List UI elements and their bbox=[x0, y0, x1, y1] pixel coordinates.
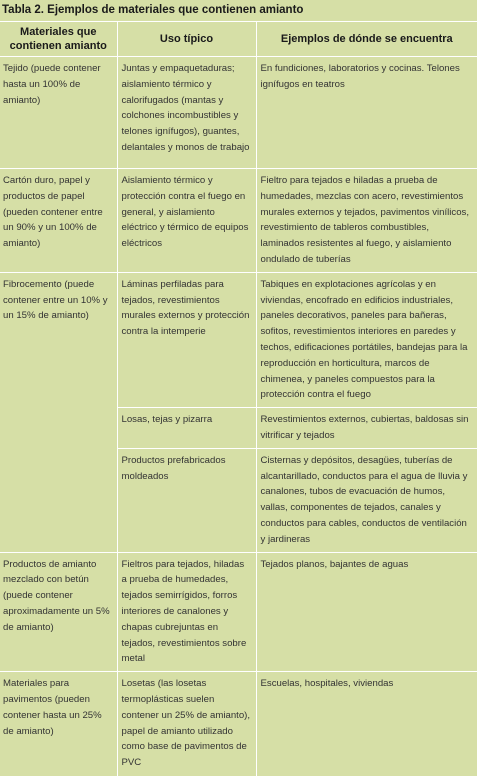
use-cell: Losas, tejas y pizarra bbox=[117, 408, 256, 449]
examples-cell: Cisternas y depósitos, desagües, tuberías de alcantarillado, conductos para el agua de lluvia y canalones, tubos de evacuación de humos, vallas, componentes de tejados, canales y conductos para cables, conductos de ventilación y jardineras bbox=[256, 448, 477, 552]
table-row bbox=[0, 169, 477, 273]
header-examples: Ejemplos de dónde se encuentra bbox=[256, 22, 477, 57]
table-row bbox=[0, 672, 477, 777]
asbestos-materials-table bbox=[0, 22, 477, 777]
examples-cell: Escuelas, hospitales, viviendas bbox=[256, 672, 477, 777]
material-cell: Fibrocemento (puede contener entre un 10% y un 15% de amianto) bbox=[0, 272, 117, 552]
use-cell: Fieltros para tejados, hiladas a prueba de humedades, tejados semirrígidos, forros interiores de canalones y chapas cubrejuntas en tejados, revestimientos sobre metal bbox=[117, 552, 256, 672]
header-materials: Materiales que contienen amianto bbox=[0, 22, 117, 57]
use-cell: Productos prefabricados moldeados bbox=[117, 448, 256, 552]
table-row bbox=[0, 272, 477, 407]
examples-cell: Tejados planos, bajantes de aguas bbox=[256, 552, 477, 672]
table-title: Tabla 2. Ejemplos de materiales que contienen amianto bbox=[0, 0, 477, 22]
table-row bbox=[0, 57, 477, 169]
examples-cell: Revestimientos externos, cubiertas, baldosas sin vitrificar y tejados bbox=[256, 408, 477, 449]
header-use: Uso típico bbox=[117, 22, 256, 57]
material-cell: Tejido (puede contener hasta un 100% de amianto) bbox=[0, 57, 117, 169]
material-cell: Productos de amianto mezclado con betún (puede contener aproximadamente un 5% de amianto) bbox=[0, 552, 117, 672]
examples-cell: En fundiciones, laboratorios y cocinas. Telones ignífugos en teatros bbox=[256, 57, 477, 169]
use-cell: Láminas perfiladas para tejados, revestimientos murales externos y protección contra la intemperie bbox=[117, 272, 256, 407]
use-cell: Losetas (las losetas termoplásticas suelen contener un 25% de amianto), papel de amianto utilizado como base de pavimentos de PVC bbox=[117, 672, 256, 777]
material-cell: Cartón duro, papel y productos de papel (pueden contener entre un 90% y un 100% de amianto) bbox=[0, 169, 117, 273]
use-cell: Juntas y empaquetaduras; aislamiento térmico y calorifugados (mantas y colchones incombustibles y telones ignífugos), guantes, delantales y monos de trabajo bbox=[117, 57, 256, 169]
use-cell: Aislamiento térmico y protección contra el fuego en general, y aislamiento eléctrico y térmico de equipos eléctricos bbox=[117, 169, 256, 273]
material-cell: Materiales para pavimentos (pueden contener hasta un 25% de amianto) bbox=[0, 672, 117, 777]
examples-cell: Fieltro para tejados e hiladas a prueba de humedades, mezclas con acero, revestimientos murales externos y tejados, pavimentos vinílicos, revestimiento de tableros combustibles, laminados resistentes al fuego, y aislamiento ondulado de tuberías bbox=[256, 169, 477, 273]
table-row bbox=[0, 552, 477, 672]
table-header-row bbox=[0, 22, 477, 57]
examples-cell: Tabiques en explotaciones agrícolas y en viviendas, encofrado en edificios industriales, paneles decorativos, paneles para bañeras, sofitos, revestimientos interiores en paredes y techos, edificaciones portátiles, bandejas para la reproducción en horticultura, marcos de chimenea, y paneles compuestos para la protección contra el fuego bbox=[256, 272, 477, 407]
